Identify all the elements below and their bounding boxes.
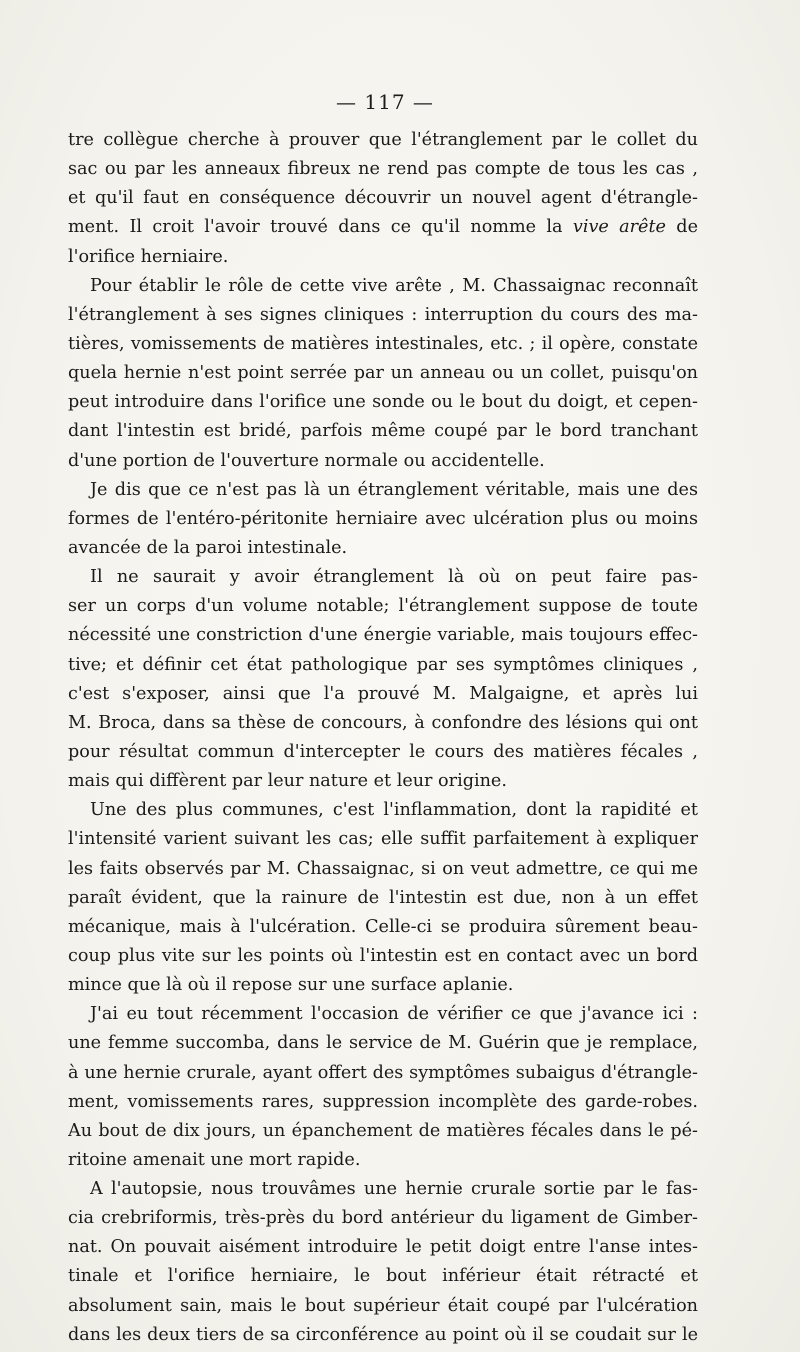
body-text xyxy=(68,126,698,1350)
text-line: ment, vomissements rares, suppression incomplète des garde-robes. xyxy=(68,1091,698,1112)
text-line: d'une portion de l'ouverture normale ou accidentelle. xyxy=(68,450,545,471)
text-line: et qu'il faut en conséquence découvrir un nouvel agent d'étrangle- xyxy=(68,188,698,209)
text-line: tières, vomissements de matières intestinales, etc. ; il opère, constate xyxy=(68,333,698,354)
text-line: M. Broca, dans sa thèse de concours, à confondre des lésions qui ont xyxy=(68,712,698,733)
text-line: une femme succomba, dans le service de M. Guérin que je remplace, xyxy=(68,1033,698,1054)
text-line: avancée de la paroi intestinale. xyxy=(68,537,348,558)
text-line: quela hernie n'est point serrée par un anneau ou un collet, puisqu'on xyxy=(68,363,698,384)
text-line: J'ai eu tout récemment l'occasion de vérifier ce que j'avance ici : xyxy=(90,1004,698,1025)
italic-term: vive arête xyxy=(572,217,666,238)
text-line: Au bout de dix jours, un épanchement de matières fécales dans le pé- xyxy=(68,1120,698,1141)
text-line: l'étranglement à ses signes cliniques : interruption du cours des ma- xyxy=(68,304,698,325)
text-line: pour résultat commun d'intercepter le cours des matières fécales , xyxy=(68,741,698,762)
paragraph xyxy=(68,272,698,476)
text-line: l'orifice herniaire. xyxy=(68,246,229,267)
text-line: l'intensité varient suivant les cas; elle suffit parfaitement à expliquer xyxy=(68,829,698,850)
paragraph xyxy=(68,1175,698,1350)
text-line: cia crebriformis, très-près du bord antérieur du ligament de Gimber- xyxy=(68,1208,698,1229)
text-line: dant l'intestin est bridé, parfois même coupé par le bord tranchant xyxy=(68,421,698,442)
paragraph xyxy=(68,126,698,272)
text-line: ritoine amenait une mort rapide. xyxy=(68,1149,361,1170)
text-line: tinale et l'orifice herniaire, le bout inférieur était rétracté et xyxy=(68,1266,698,1287)
text-line: à une hernie crurale, ayant offert des symptômes subaigus d'étrangle- xyxy=(68,1062,698,1083)
text-line: coup plus vite sur les points où l'intestin est en contact avec un bord xyxy=(68,945,698,966)
text-line: ser un corps d'un volume notable; l'étranglement suppose de toute xyxy=(68,596,698,617)
text-line: Une des plus communes, c'est l'inflammation, dont la rapidité et xyxy=(90,800,698,821)
text-line: tre collègue cherche à prouver que l'étranglement par le collet du xyxy=(68,130,698,150)
line-text: ment. Il croit l'avoir trouvé dans ce qu'il nomme la xyxy=(68,217,573,238)
text-line: sac ou par les anneaux fibreux ne rend pas compte de tous les cas , xyxy=(68,159,698,180)
text-line: mais qui diffèrent par leur nature et leur origine. xyxy=(68,771,507,792)
text-line: paraît évident, que la rainure de l'intestin est due, non à un effet xyxy=(68,887,698,908)
text-line: nécessité une constriction d'une énergie variable, mais toujours effec- xyxy=(68,625,698,646)
text-line: mince que là où il repose sur une surface aplanie. xyxy=(68,975,514,996)
paragraph xyxy=(68,563,698,796)
paragraph xyxy=(68,476,698,563)
text-line: dans les deux tiers de sa circonférence au point où il se coudait sur le xyxy=(68,1324,698,1345)
text-line xyxy=(68,213,698,242)
text-line: Pour établir le rôle de cette vive arête , M. Chassaignac reconnaît xyxy=(90,275,698,296)
text-line: tive; et définir cet état pathologique par ses symptômes cliniques , xyxy=(68,654,698,675)
text-line: peut introduire dans l'orifice une sonde ou le bout du doigt, et cepen- xyxy=(68,392,698,413)
text-line: mécanique, mais à l'ulcération. Celle-ci se produira sûrement beau- xyxy=(68,916,698,937)
text-line: Il ne saurait y avoir étranglement là où on peut faire pas- xyxy=(90,567,698,588)
text-line: absolument sain, mais le bout supérieur était coupé par l'ulcération xyxy=(68,1295,698,1316)
text-line: c'est s'exposer, ainsi que l'a prouvé M. Malgaigne, et après lui xyxy=(68,683,698,704)
text-line: Je dis que ce n'est pas là un étranglement véritable, mais une des xyxy=(90,479,698,500)
line-text: de xyxy=(665,217,698,238)
text-line: formes de l'entéro-péritonite herniaire avec ulcération plus ou moins xyxy=(68,508,698,529)
text-line: A l'autopsie, nous trouvâmes une hernie crurale sortie par le fas- xyxy=(90,1179,698,1200)
page-number: — 117 — xyxy=(336,90,434,114)
text-line: les faits observés par M. Chassaignac, si on veut admettre, ce qui me xyxy=(68,858,698,879)
text-line: nat. On pouvait aisément introduire le petit doigt entre l'anse intes- xyxy=(68,1237,698,1258)
paragraph xyxy=(68,796,698,1000)
paragraph xyxy=(68,1000,698,1175)
